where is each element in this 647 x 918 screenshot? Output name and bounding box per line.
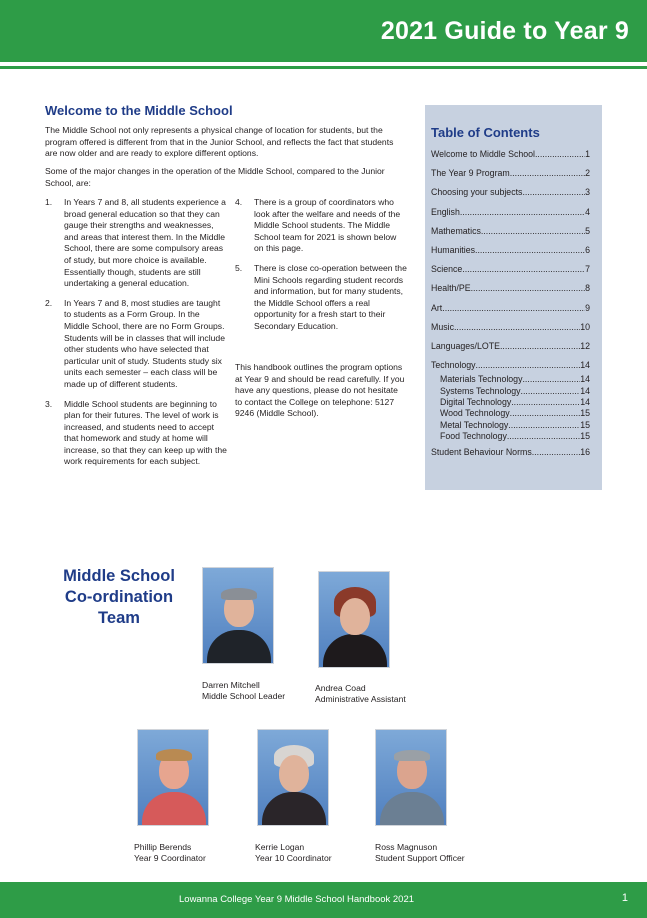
toc-page: 9	[585, 302, 590, 313]
toc-page: 15	[580, 431, 590, 442]
toc-list	[431, 447, 590, 466]
item-number: 1.	[45, 197, 53, 207]
closing-paragraph: This handbook outlines the program options at Year 9 and should be read carefully. If you have any questions, please do not hesitate to contact the College on telephone: 5127 9246 (Middle School).	[235, 362, 405, 419]
toc-label: English	[431, 206, 460, 217]
toc-label: Music	[431, 321, 454, 332]
toc-page: 6	[585, 244, 590, 255]
intro-paragraph: The Middle School not only represents a physical change of location for students, but the program offered is different from that in the Junior School, and reflects the fact that students are now older and are ready to explore different options.	[45, 125, 394, 159]
item-number: 5.	[235, 262, 243, 273]
toc-item[interactable]	[431, 245, 590, 264]
toc-page: 15	[580, 408, 590, 419]
item-text: Middle School students are beginning to plan for their futures. The level of work is increased, and students need to accept that homework and study at home will increase, so that they can keep up with the work requirements for each subject.	[64, 398, 227, 467]
toc-page: 4	[585, 206, 590, 217]
staff-caption	[255, 842, 332, 865]
toc-page: 14	[580, 385, 590, 396]
toc-item[interactable]	[431, 303, 590, 322]
team-heading: Middle School Co-ordination Team	[63, 567, 175, 627]
portrait-photo	[318, 571, 390, 668]
toc-label: Science	[431, 264, 463, 275]
toc-page: 12	[580, 340, 590, 351]
portrait-photo	[202, 567, 274, 664]
toc-label: Health/PE	[431, 283, 471, 294]
item-number: 2.	[45, 297, 53, 308]
toc-list	[431, 149, 590, 379]
staff-name: Phillip Berends	[134, 842, 192, 852]
toc-item[interactable]	[440, 397, 590, 408]
list-item	[235, 263, 407, 333]
toc-item[interactable]	[440, 431, 590, 442]
toc-page: 3	[585, 187, 590, 198]
staff-name: Ross Magnuson	[375, 842, 438, 852]
item-text: In Years 7 and 8, all students experience a broad general education so that they can gauge their strengths and weaknesses, and areas that interest them. In the Middle School, there are some compulsory areas of study, but more choice is available. Essentially though, students are still undertaking a general education.	[64, 197, 226, 289]
toc-label: Systems Technology	[440, 385, 521, 396]
portrait-photo	[137, 729, 209, 826]
toc-item[interactable]	[431, 168, 590, 187]
toc-item[interactable]	[431, 283, 590, 302]
toc-label: Student Behaviour Norms	[431, 446, 532, 457]
toc-item[interactable]	[431, 322, 590, 341]
toc-item[interactable]	[431, 341, 590, 360]
toc-item[interactable]	[431, 187, 590, 206]
toc-label: Languages/LOTE	[431, 340, 500, 351]
toc-heading: Table of Contents	[431, 125, 540, 140]
toc-label: Technology	[431, 360, 476, 371]
staff-caption	[202, 680, 285, 703]
portrait-photo	[257, 729, 329, 826]
toc-label: Materials Technology	[440, 374, 523, 385]
table-of-contents	[425, 105, 602, 490]
toc-item[interactable]	[440, 420, 590, 431]
toc-item[interactable]	[431, 149, 590, 168]
toc-label: Welcome to Middle School	[431, 149, 535, 159]
list-item	[45, 399, 227, 469]
toc-label: Food Technology	[440, 431, 507, 442]
toc-label: Digital Technology	[440, 397, 512, 408]
toc-item[interactable]	[431, 447, 590, 466]
toc-label: Wood Technology	[440, 408, 510, 419]
toc-page: 14	[580, 374, 590, 385]
toc-label: Choosing your subjects	[431, 187, 523, 198]
toc-page: 2	[585, 168, 590, 179]
toc-item[interactable]	[431, 264, 590, 283]
portrait-photo	[375, 729, 447, 826]
staff-caption	[375, 842, 465, 865]
item-number: 4.	[235, 197, 243, 207]
toc-sublist	[431, 374, 590, 442]
footer-text: Lowanna College Year 9 Middle School Handbook 2021	[179, 894, 415, 905]
toc-page: 5	[585, 225, 590, 236]
item-number: 3.	[45, 398, 53, 409]
staff-name: Kerrie Logan	[255, 842, 305, 852]
toc-label: Art	[431, 302, 443, 313]
changes-list-right	[235, 197, 407, 341]
toc-page: 8	[585, 283, 590, 294]
staff-name: Andrea Coad	[315, 683, 366, 693]
toc-label: Mathematics	[431, 225, 481, 236]
staff-role: Middle School Leader	[202, 691, 286, 702]
toc-item[interactable]	[431, 226, 590, 245]
list-item	[45, 298, 227, 391]
toc-item[interactable]	[440, 408, 590, 419]
staff-role: Year 9 Coordinator	[134, 853, 206, 864]
toc-page: 1	[585, 149, 590, 159]
toc-page: 7	[585, 264, 590, 275]
toc-label: Metal Technology	[440, 419, 509, 430]
toc-page: 15	[580, 419, 590, 430]
toc-page: 14	[580, 397, 590, 408]
staff-caption	[315, 683, 406, 706]
toc-item[interactable]	[440, 386, 590, 397]
staff-role: Administrative Assistant	[315, 694, 406, 705]
toc-page: 10	[580, 321, 590, 332]
toc-item[interactable]	[440, 374, 590, 385]
changes-list-left	[45, 197, 227, 476]
staff-role: Student Support Officer	[375, 853, 465, 864]
intro-paragraph: Some of the major changes in the operation of the Middle School, compared to the Junior School, are:	[45, 166, 385, 188]
toc-page: 16	[580, 446, 590, 457]
page-title: 2021 Guide to Year 9	[380, 17, 629, 45]
header-divider	[0, 66, 647, 69]
toc-page: 14	[580, 360, 590, 371]
item-text: There is a group of coordinators who look after the welfare and needs of the Middle School students. The Middle School team for 2021 is shown below on this page.	[254, 197, 401, 254]
toc-label: Humanities	[431, 244, 476, 255]
item-text: In Years 7 and 8, most studies are taught to students as a Form Group. In the Middle School, there are no Form Groups. Students will be in classes that will include other students who have selected that particular unit of study. Students study six units each semester – each class will be made up of different students.	[64, 297, 225, 389]
page-number: 1	[621, 892, 628, 904]
toc-label: The Year 9 Program	[431, 168, 510, 179]
list-item	[45, 197, 227, 290]
staff-role: Year 10 Coordinator	[255, 853, 332, 864]
welcome-heading: Welcome to the Middle School	[45, 103, 233, 118]
list-item	[235, 197, 407, 255]
staff-name: Darren Mitchell	[202, 680, 260, 690]
toc-item[interactable]	[431, 207, 590, 226]
item-text: There is close co-operation between the Mini Schools regarding student records and information, but for many students, the Middle School offers a real opportunity for a fresh start to their Secondary Education.	[254, 262, 407, 331]
staff-caption	[134, 842, 206, 865]
